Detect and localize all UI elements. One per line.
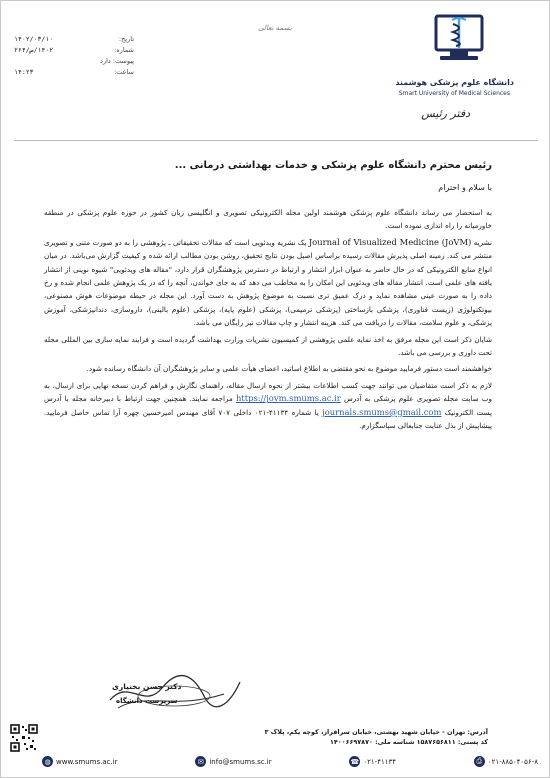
paragraph-journal: نشریه Journal of Visualized Medicine (JoVM) یک نشریه ویدئویی است که مقالات تحقیقاتی ـ پژوهشی را به دو صورت متنی و تصویری منتشر می کند. زمینه اصلی پذیرش مقالات رسیده براساس اصیل بودن نتایج تحقیق، روشن بودن مطالب ارائه شده و کیفیت گزارش می‌باشد. در میان انواع منابع الکترونیکی که در حال حاضر به عنوان ابزار انتشار و ارتباط در دسترس پژوهشگران قرار دارد، "مقاله های ویدئویی" شیوه نوینی از انتشار یافته های علمی است. انتشار مقاله های ویدئویی این امکان را به مخاطب می دهد که به جای خواندن، آنچه را که در یک پژوهش علمی انجام شده و رخ داده را به صورت عینی مشاهده نماید و درک عمیق تری نسبت به موضوع پژوهش به دست آورد. این مجله در حیطه موضوعات هوش مصنوعی، بیوتکنولوژی (زیست فناوری)، پزشکی بازساختی (پزشکی ترمیمی)، پزشکی (علوم پایه)، پزشکی (علوم بالینی)، داروسازی، دندانپزشکی، آموزش پزشکی، و علوم سلامت، مقالات را دریافت می کند. هزینه انتشار و چاپ مقالات نیز رایگان می باشد. <box>44 236 492 328</box>
university-name-fa: دانشگاه علوم پزشکی هوشمند <box>395 78 514 87</box>
footer-address: آدرس: تهران - خیابان شهید بهشتی، خیابان سرافراز، کوچه یکم، پلاک ۳ <box>264 728 488 736</box>
footer-address-block <box>265 727 488 747</box>
office-label: دفتر رئیس <box>421 107 470 120</box>
meta-date: تاریخ: ۱۴۰۲/۰۳/۱۰ <box>14 35 134 43</box>
logo-icon <box>428 10 490 72</box>
handwritten-signature <box>104 670 244 716</box>
signatory-name: دکتر حسن بختیاری <box>112 682 182 691</box>
meta-time: ساعت: ۱۴:۲۳ <box>14 68 134 76</box>
envelope-icon: ✉ <box>195 756 206 767</box>
qr-code-icon <box>10 724 38 752</box>
website-link[interactable]: https://jovm.smums.ac.ir <box>235 393 341 404</box>
paragraph-request: خواهشمند است دستور فرمایید موضوع به نحو مقتضی به اطلاع اساتید، اعضای هیأت علمی و سایر پژوهشگران آن دانشگاه رسانده شود. <box>86 364 492 374</box>
header-divider <box>14 140 538 141</box>
paragraph-intro: به استحضار می رساند دانشگاه علوم پزشکی هوشمند اولین مجله الکترونیکی تصویری و انگلیسی زبان کشور در حوزه علوم پزشکی در منطقه خاورمیانه را راه اندازی نموده است. <box>44 208 492 231</box>
university-logo <box>428 10 490 72</box>
footer-contacts <box>42 756 538 767</box>
recipient: رئیس محترم دانشگاه علوم پزشکی و خدمات بهداشتی درمانی ... <box>174 160 492 171</box>
footer-fax: ⎙ ۰۲۱-۸۸۵۰۴۰۵۶-۸ <box>474 756 538 767</box>
greeting: با سلام و احترام <box>438 183 492 192</box>
footer-website[interactable]: ◍ www.smums.ac.ir <box>42 756 118 767</box>
university-name-en: Smart University of Medical Sciences <box>398 90 510 97</box>
meta-attachment: پیوست: دارد <box>100 57 134 65</box>
footer-phone: ☎ ۰۲۱-۴۱۱۳۴ <box>350 757 397 766</box>
footer-email[interactable]: ✉ info@smums.sc.ir <box>195 756 271 767</box>
globe-icon: ◍ <box>42 756 53 767</box>
email-link[interactable]: journals.smums@gmail.com <box>322 406 442 417</box>
letter-meta <box>14 34 134 78</box>
journal-name: Journal of Visualized Medicine (JoVM) <box>308 236 472 247</box>
meta-number: شماره: ۱۴۰۲/ص/۲۶۴ <box>14 46 134 54</box>
bismillah: بسمه تعالی <box>258 24 292 32</box>
fax-icon: ⎙ <box>474 756 485 767</box>
paragraph-indexing: شایان ذکر است این مجله مرفق به اخذ نمایه علمی پژوهشی از کمیسیون نشریات وزارت بهداشت گردیده است و فرایند نمایه سازی بین المللی مجله تحت داوری و بررسی می باشد. <box>44 334 492 358</box>
phone-icon: ☎ <box>350 757 360 766</box>
signatory-title: سرپرست دانشگاه <box>116 697 178 705</box>
footer-codes: کد پستی: ۱۵۸۷۶۵۶۸۱۱ شناسه ملی: ۱۴۰۰۶۶۹۷۸۷۰ <box>329 738 488 746</box>
letter-body <box>44 160 492 436</box>
paragraph-contact: لازم به ذکر است متقاضیان می توانند جهت کسب اطلاعات بیشتر از نحوه ارسال مقاله، راهنمای نگارش و فراهم کردن نسخه نهایی برای ارسال، به وب سایت مجله تصویری علوم پزشکی به آدرس https://jovm.smums.ac.ir مراجعه نمایند. همچنین جهت ارتباط با دبیرخانه مجله با آدرس پست الکترونیک journals.smums@gmail.com یا شماره ۴۱۱۳۴-۰۲۱ داخلی ۷۰۷ آقای مهندس امیرحسین چهره آرا تماس حاصل فرمایید. پیشاپیش از بذل عنایت جنابعالی سپاسگزارم. <box>44 380 492 431</box>
